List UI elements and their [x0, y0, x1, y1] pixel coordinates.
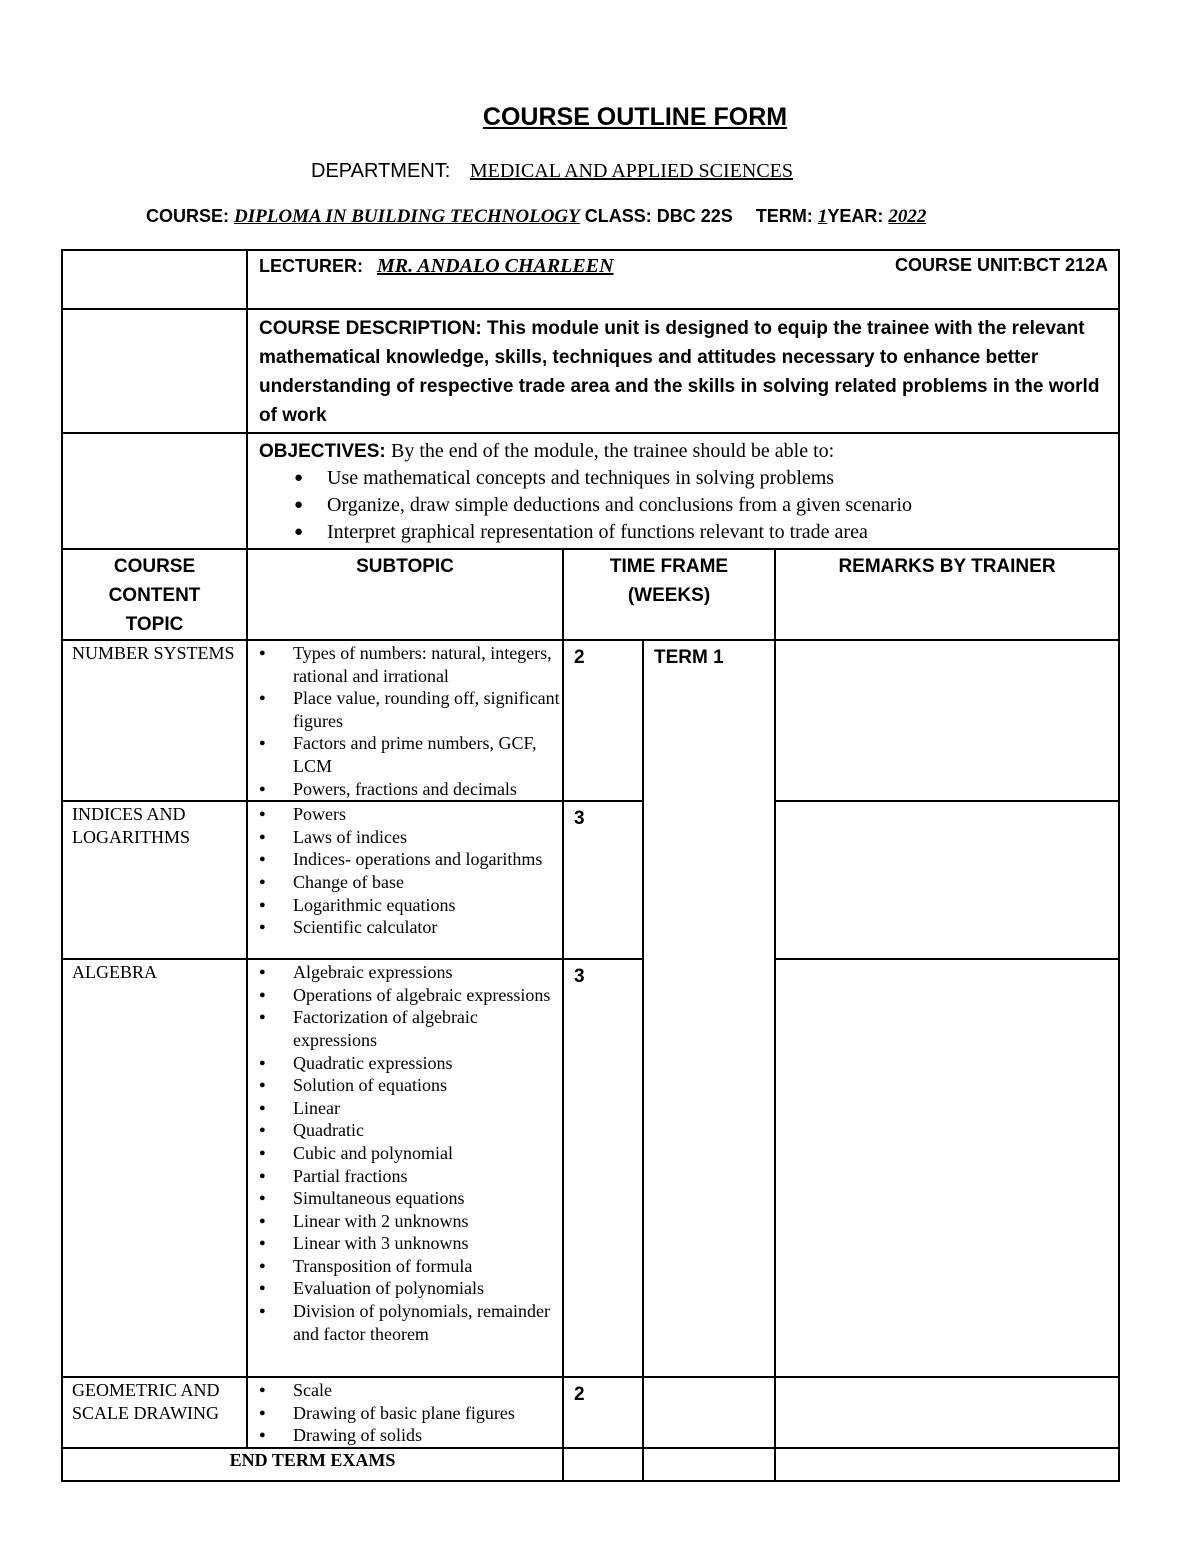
subtopic-item: ● Quadratic expressions — [257, 1052, 560, 1075]
content-rows — [62, 640, 1119, 1448]
subtopic-item: ● Logarithmic equations — [257, 894, 560, 917]
objectives-intro: By the end of the module, the trainee should be able to: — [390, 440, 835, 462]
subtopic-cell — [247, 640, 563, 801]
header-subtopic: SUBTOPIC — [247, 549, 563, 640]
subtopic-item: ● Indices- operations and logarithms — [257, 848, 560, 871]
subtopic-item: ● Drawing of solids — [257, 1424, 560, 1447]
year-label: YEAR: — [827, 206, 884, 226]
description-text: This module unit is designed to equip the trainee with the relevant mathematical knowledge, skills, techniques and attitudes necessary to enhance better understanding of respective trade area and the skills in solving related problems in the world of work — [259, 318, 1100, 426]
subtopic-item: ● Scientific calculator — [257, 916, 560, 939]
lecturer-row — [62, 250, 1119, 309]
subtopic-item: ● Partial fractions — [257, 1165, 560, 1188]
empty-cell — [62, 250, 247, 309]
empty-cell — [643, 1448, 775, 1481]
subtopic-item: ● Place value, rounding off, significant figures — [257, 687, 560, 732]
objective-item: ● Use mathematical concepts and techniques in solving problems — [294, 465, 1108, 492]
term-cell: TERM 1 — [643, 640, 775, 1377]
empty-cell — [643, 1377, 775, 1448]
header-remarks: REMARKS BY TRAINER — [775, 549, 1119, 640]
lecturer-name: MR. ANDALO CHARLEEN — [377, 255, 614, 277]
weeks-cell: 3 — [563, 801, 643, 959]
lecturer-cell — [247, 250, 1119, 309]
remarks-cell — [775, 959, 1119, 1377]
course-label: COURSE: — [146, 206, 230, 226]
subtopic-item: ● Linear with 2 unknowns — [257, 1210, 560, 1233]
objective-item: ● Organize, draw simple deductions and conclusions from a given scenario — [294, 492, 1108, 519]
topic-cell: NUMBER SYSTEMS — [62, 640, 247, 801]
topic-cell: GEOMETRIC AND SCALE DRAWING — [62, 1377, 247, 1448]
subtopic-list — [257, 961, 560, 1345]
subtopic-item: ● Quadratic — [257, 1119, 560, 1142]
subtopic-list — [257, 803, 560, 939]
subtopic-cell — [247, 801, 563, 959]
objectives-list — [259, 465, 1108, 546]
header-topic-line: COURSE — [113, 556, 196, 577]
subtopic-item: ● Factors and prime numbers, GCF, LCM — [257, 732, 560, 777]
weeks-cell: 3 — [563, 959, 643, 1377]
subtopic-item: ● Laws of indices — [257, 826, 560, 849]
subtopic-item: ● Solution of equations — [257, 1074, 560, 1097]
subtopic-item: ● Linear — [257, 1097, 560, 1120]
header-topic-line: CONTENT — [108, 585, 201, 606]
topic-cell: ALGEBRA — [62, 959, 247, 1377]
subtopic-list — [257, 642, 560, 800]
description-cell — [247, 309, 1119, 433]
remarks-cell — [775, 1377, 1119, 1448]
class-label: CLASS: DBC 22S — [584, 206, 733, 226]
subtopic-item: ● Drawing of basic plane figures — [257, 1402, 560, 1425]
subtopic-item: ● Powers — [257, 803, 560, 826]
empty-cell — [62, 433, 247, 549]
page-title: COURSE OUTLINE FORM — [482, 103, 788, 131]
subtopic-item: ● Division of polynomials, remainder and factor theorem — [257, 1300, 560, 1345]
table-row — [62, 1377, 1119, 1448]
subtopic-item: ● Algebraic expressions — [257, 961, 560, 984]
subtopic-item: ● Types of numbers: natural, integers, rational and irrational — [257, 642, 560, 687]
objectives-label: OBJECTIVES: — [259, 441, 386, 462]
department-line — [311, 160, 793, 183]
subtopic-cell — [247, 959, 563, 1377]
remarks-cell — [775, 801, 1119, 959]
table-row — [62, 640, 1119, 801]
column-header-row — [62, 549, 1119, 640]
end-term-row — [62, 1448, 1119, 1481]
term-label: TERM: — [755, 206, 813, 226]
objectives-cell — [247, 433, 1119, 549]
lecturer-label: LECTURER: — [259, 256, 363, 276]
subtopic-item: ● Powers, fractions and decimals — [257, 778, 560, 801]
topic-cell: INDICES AND LOGARITHMS — [62, 801, 247, 959]
course-outline-table — [61, 249, 1120, 1482]
subtopic-item: ● Simultaneous equations — [257, 1187, 560, 1210]
course-line — [146, 206, 926, 228]
subtopic-item: ● Evaluation of polynomials — [257, 1277, 560, 1300]
header-time-frame — [563, 549, 775, 640]
department-value: MEDICAL AND APPLIED SCIENCES — [469, 160, 794, 182]
subtopic-item: ● Linear with 3 unknowns — [257, 1232, 560, 1255]
subtopic-cell — [247, 1377, 563, 1448]
subtopic-item: ● Operations of algebraic expressions — [257, 984, 560, 1007]
table-row — [62, 959, 1119, 1377]
header-time-line: TIME FRAME — [609, 556, 729, 577]
objective-item: ● Interpret graphical representation of functions relevant to trade area — [294, 519, 1108, 546]
end-term-exams: END TERM EXAMS — [62, 1448, 563, 1481]
term-value: 1 — [817, 206, 828, 227]
course-unit: COURSE UNIT:BCT 212A — [894, 255, 1108, 275]
weeks-cell: 2 — [563, 1377, 643, 1448]
department-label: DEPARTMENT: — [311, 160, 451, 182]
header-topic-line: TOPIC — [125, 614, 184, 635]
empty-cell — [563, 1448, 643, 1481]
subtopic-item: ● Transposition of formula — [257, 1255, 560, 1278]
subtopic-item: ● Scale — [257, 1379, 560, 1402]
subtopic-item: ● Cubic and polynomial — [257, 1142, 560, 1165]
description-row — [62, 309, 1119, 433]
header-topic — [62, 549, 247, 640]
remarks-cell — [775, 640, 1119, 801]
header-time-line: (WEEKS) — [627, 585, 711, 606]
course-value: DIPLOMA IN BUILDING TECHNOLOGY — [234, 206, 580, 227]
table-row — [62, 801, 1119, 959]
description-label: COURSE DESCRIPTION: — [259, 318, 482, 339]
objectives-row — [62, 433, 1119, 549]
subtopic-list — [257, 1379, 560, 1447]
subtopic-item: ● Change of base — [257, 871, 560, 894]
year-value: 2022 — [888, 206, 927, 227]
subtopic-item: ● Factorization of algebraic expressions — [257, 1006, 560, 1051]
empty-cell — [775, 1448, 1119, 1481]
empty-cell — [62, 309, 247, 433]
weeks-cell: 2 — [563, 640, 643, 801]
